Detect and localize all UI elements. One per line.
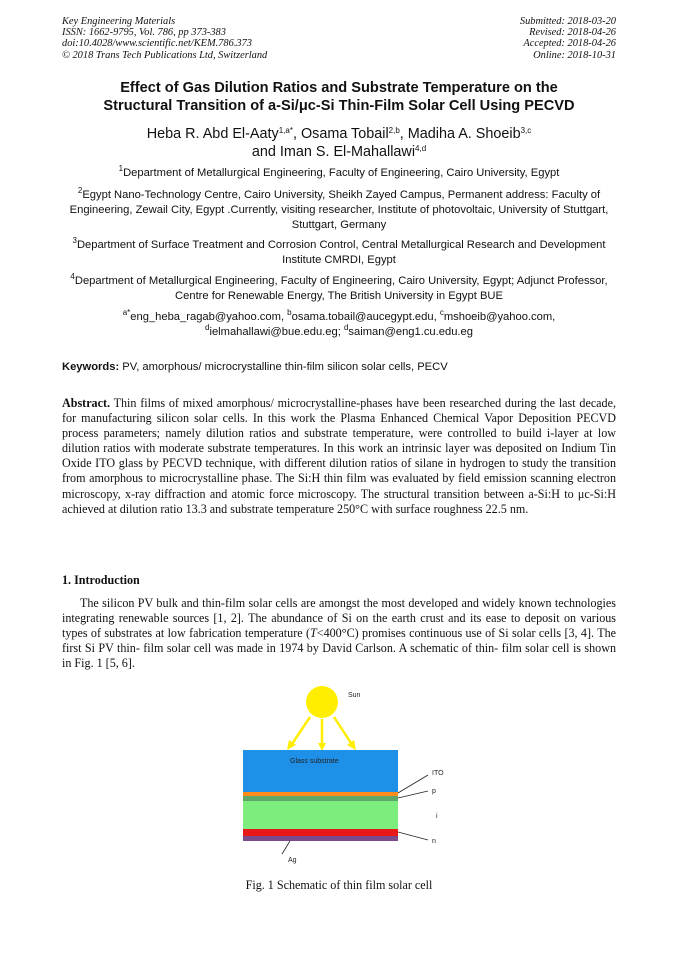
ag-pointer: [282, 841, 290, 854]
sun-ray-right: [334, 717, 351, 743]
affiliation-text: Egypt Nano-Technology Centre, Cairo University, Sheikh Zayed Campus, Permanent address: Faculty of Engineering, Zewail City, Egypt .Currently, visiting researcher, Institute of photovoltaic, University of Stuttgart, Stuttgart, Germany: [69, 189, 609, 231]
title-line-2: Structural Transition of a-Si/μc-Si Thin-Film Solar Cell Using PECVD: [103, 98, 575, 114]
i-label: i: [436, 813, 438, 820]
copyright-line: © 2018 Trans Tech Publications Ltd, Switzerland: [62, 49, 268, 61]
intro-paragraph: [62, 596, 616, 671]
affiliation-sup: 4: [70, 272, 75, 281]
email-sup: b: [287, 308, 292, 317]
email-link[interactable]: saiman@eng1.cu.edu.eg: [348, 326, 473, 338]
author-list: [40, 125, 638, 161]
email-sup: c: [439, 308, 444, 317]
glass-substrate-layer: [243, 750, 398, 792]
email-line-1: [62, 310, 616, 325]
author-and: and: [251, 144, 276, 160]
author-sup: 4,d: [415, 144, 427, 153]
author-sup: 3,c: [520, 126, 532, 135]
affiliation-text: Department of Surface Treatment and Corrosion Control, Central Metallurgical Research and Development Institute CMRDI, Egypt: [76, 239, 606, 266]
author-sup: 2,b: [388, 126, 400, 135]
email-line-2: [62, 325, 616, 340]
section-heading: 1. Introduction: [62, 573, 140, 587]
abstract-text: Thin films of mixed amorphous/ microcrystalline-phases have been researched during the last decade, for manufacturing silicon solar cells. In this work the Plasma Enhanced Chemical Vapor Deposition PECVD process parameters; namely dilution ratios and substrate temperature, were controlled to build i-layer at low dilution ratios with moderate substrate temperatures. In this work an intrinsic layer was deposited on Indium Tin Oxide ITO glass by PECVD technique, with different dilution ratios of silane in hydrogen to study the transition from amorphous to microcrystalline phase. The Si:H thin film was evaluated by field emission scanning electron microscopy, x-ray diffraction and atomic force microscopy. The structural transition between a-Si:H to μc-Si:H achieved at dilution ratio 13.3 and substrate temperature 250°C with surface roughness 22.5 nm.: [62, 396, 616, 516]
email-link[interactable]: ielmahallawi@bue.edu.eg;: [209, 326, 344, 338]
affiliation-sup: 2: [77, 186, 83, 195]
affiliation-1: [62, 166, 616, 181]
authors-line-2: [40, 143, 638, 161]
affiliation-text: Department of Metallurgical Engineering, Faculty of Engineering, Cairo University, Egypt; Adjunct Professor, Centre for Renewable Energy, The British University in Egypt BUE: [74, 275, 608, 302]
dates-header: [520, 16, 616, 61]
intro-text: The silicon PV bulk and thin-film solar cells are amongst the most developed and widely known technologies integrating renewable sources [1, 2]. The abundance of Si on the earth crust and its ease to deposit on various types of substrates at low fabrication temperature (: [62, 596, 616, 641]
email-link[interactable]: eng_heba_ragab@yahoo.com,: [130, 311, 288, 323]
keywords-text: PV, amorphous/ microcrystalline thin-film silicon solar cells, PECV: [119, 361, 448, 373]
p-layer: [243, 796, 398, 801]
accepted-date: Accepted: 2018-04-26: [523, 38, 616, 50]
affiliation-3: [62, 238, 616, 268]
author-name: Iman S. El-Mahallawi: [279, 144, 416, 160]
email-sup: a*: [122, 308, 131, 317]
p-label: p: [432, 788, 436, 795]
affiliation-sup: 1: [118, 164, 124, 173]
affiliation-sup: 3: [72, 236, 77, 245]
keywords-label: Keywords:: [62, 361, 120, 373]
sun-ray-center-arrow: [318, 743, 326, 751]
submitted-date: Submitted: 2018-03-20: [519, 16, 616, 27]
intro-text-rest: <400°C) promises continuous use of Si solar cells [3, 4]. The first Si PV thin- film solar cell was made in 1974 by David Carlson. A schematic of thin- film solar cell is shown in Fig. 1 [5, 6].: [62, 626, 616, 671]
paper-title: [40, 79, 638, 115]
figure-caption: Fig. 1 Schematic of thin film solar cell: [245, 878, 433, 892]
affiliation-4: [62, 274, 616, 304]
author-name: Madiha A. Shoeib: [407, 126, 521, 142]
author-name: Heba R. Abd El-Aaty: [146, 126, 279, 142]
doi-line: doi:10.4028/www.scientific.net/KEM.786.373: [62, 38, 252, 50]
affiliation-text: Department of Metallurgical Engineering, Faculty of Engineering, Cairo University, Egypt: [123, 167, 560, 179]
email-list: [62, 310, 616, 340]
sun-label: Sun: [348, 692, 361, 699]
email-link[interactable]: mshoeib@yahoo.com,: [443, 311, 556, 323]
sun-ray-left: [292, 717, 310, 744]
issn-line: ISSN: 1662-9795, Vol. 786, pp 373-383: [62, 27, 226, 39]
ag-label: Ag: [288, 857, 297, 864]
title-line-1: Effect of Gas Dilution Ratios and Substrate Temperature on the: [120, 80, 558, 96]
keywords: [62, 360, 616, 374]
email-sup: d: [205, 323, 210, 332]
revised-date: Revised: 2018-04-26: [529, 27, 616, 39]
email-link[interactable]: osama.tobail@aucegypt.edu,: [291, 311, 440, 323]
author-name: Osama Tobail: [300, 126, 389, 142]
glass-substrate-label: Glass substrate: [290, 758, 339, 765]
ito-layer: [243, 792, 398, 796]
author-sup: 1,a*: [278, 126, 293, 135]
sun-icon: [306, 686, 338, 718]
affiliation-2: [62, 188, 616, 233]
abstract: [62, 396, 616, 517]
intro-italic-t: T: [310, 626, 317, 641]
ito-label: ITO: [432, 770, 444, 777]
ito-pointer: [398, 775, 428, 793]
online-date: Online: 2018-10-31: [533, 49, 616, 61]
n-pointer: [398, 832, 428, 840]
email-sup: d: [343, 323, 349, 332]
journal-name: Key Engineering Materials: [62, 16, 176, 27]
ag-layer: [243, 836, 398, 841]
abstract-label: Abstract.: [62, 396, 111, 410]
authors-line-1: Heba R. Abd El-Aaty$^{1,a*}$, Osama Tobail$^{2,b}$, Madiha A. Shoeib$^{3,c}$: [146, 126, 532, 142]
p-pointer: [398, 791, 428, 798]
journal-header: [62, 16, 267, 61]
n-label: n: [432, 838, 436, 845]
solar-cell-schematic: [230, 680, 470, 870]
n-layer: [243, 829, 398, 836]
i-layer: [243, 801, 398, 829]
